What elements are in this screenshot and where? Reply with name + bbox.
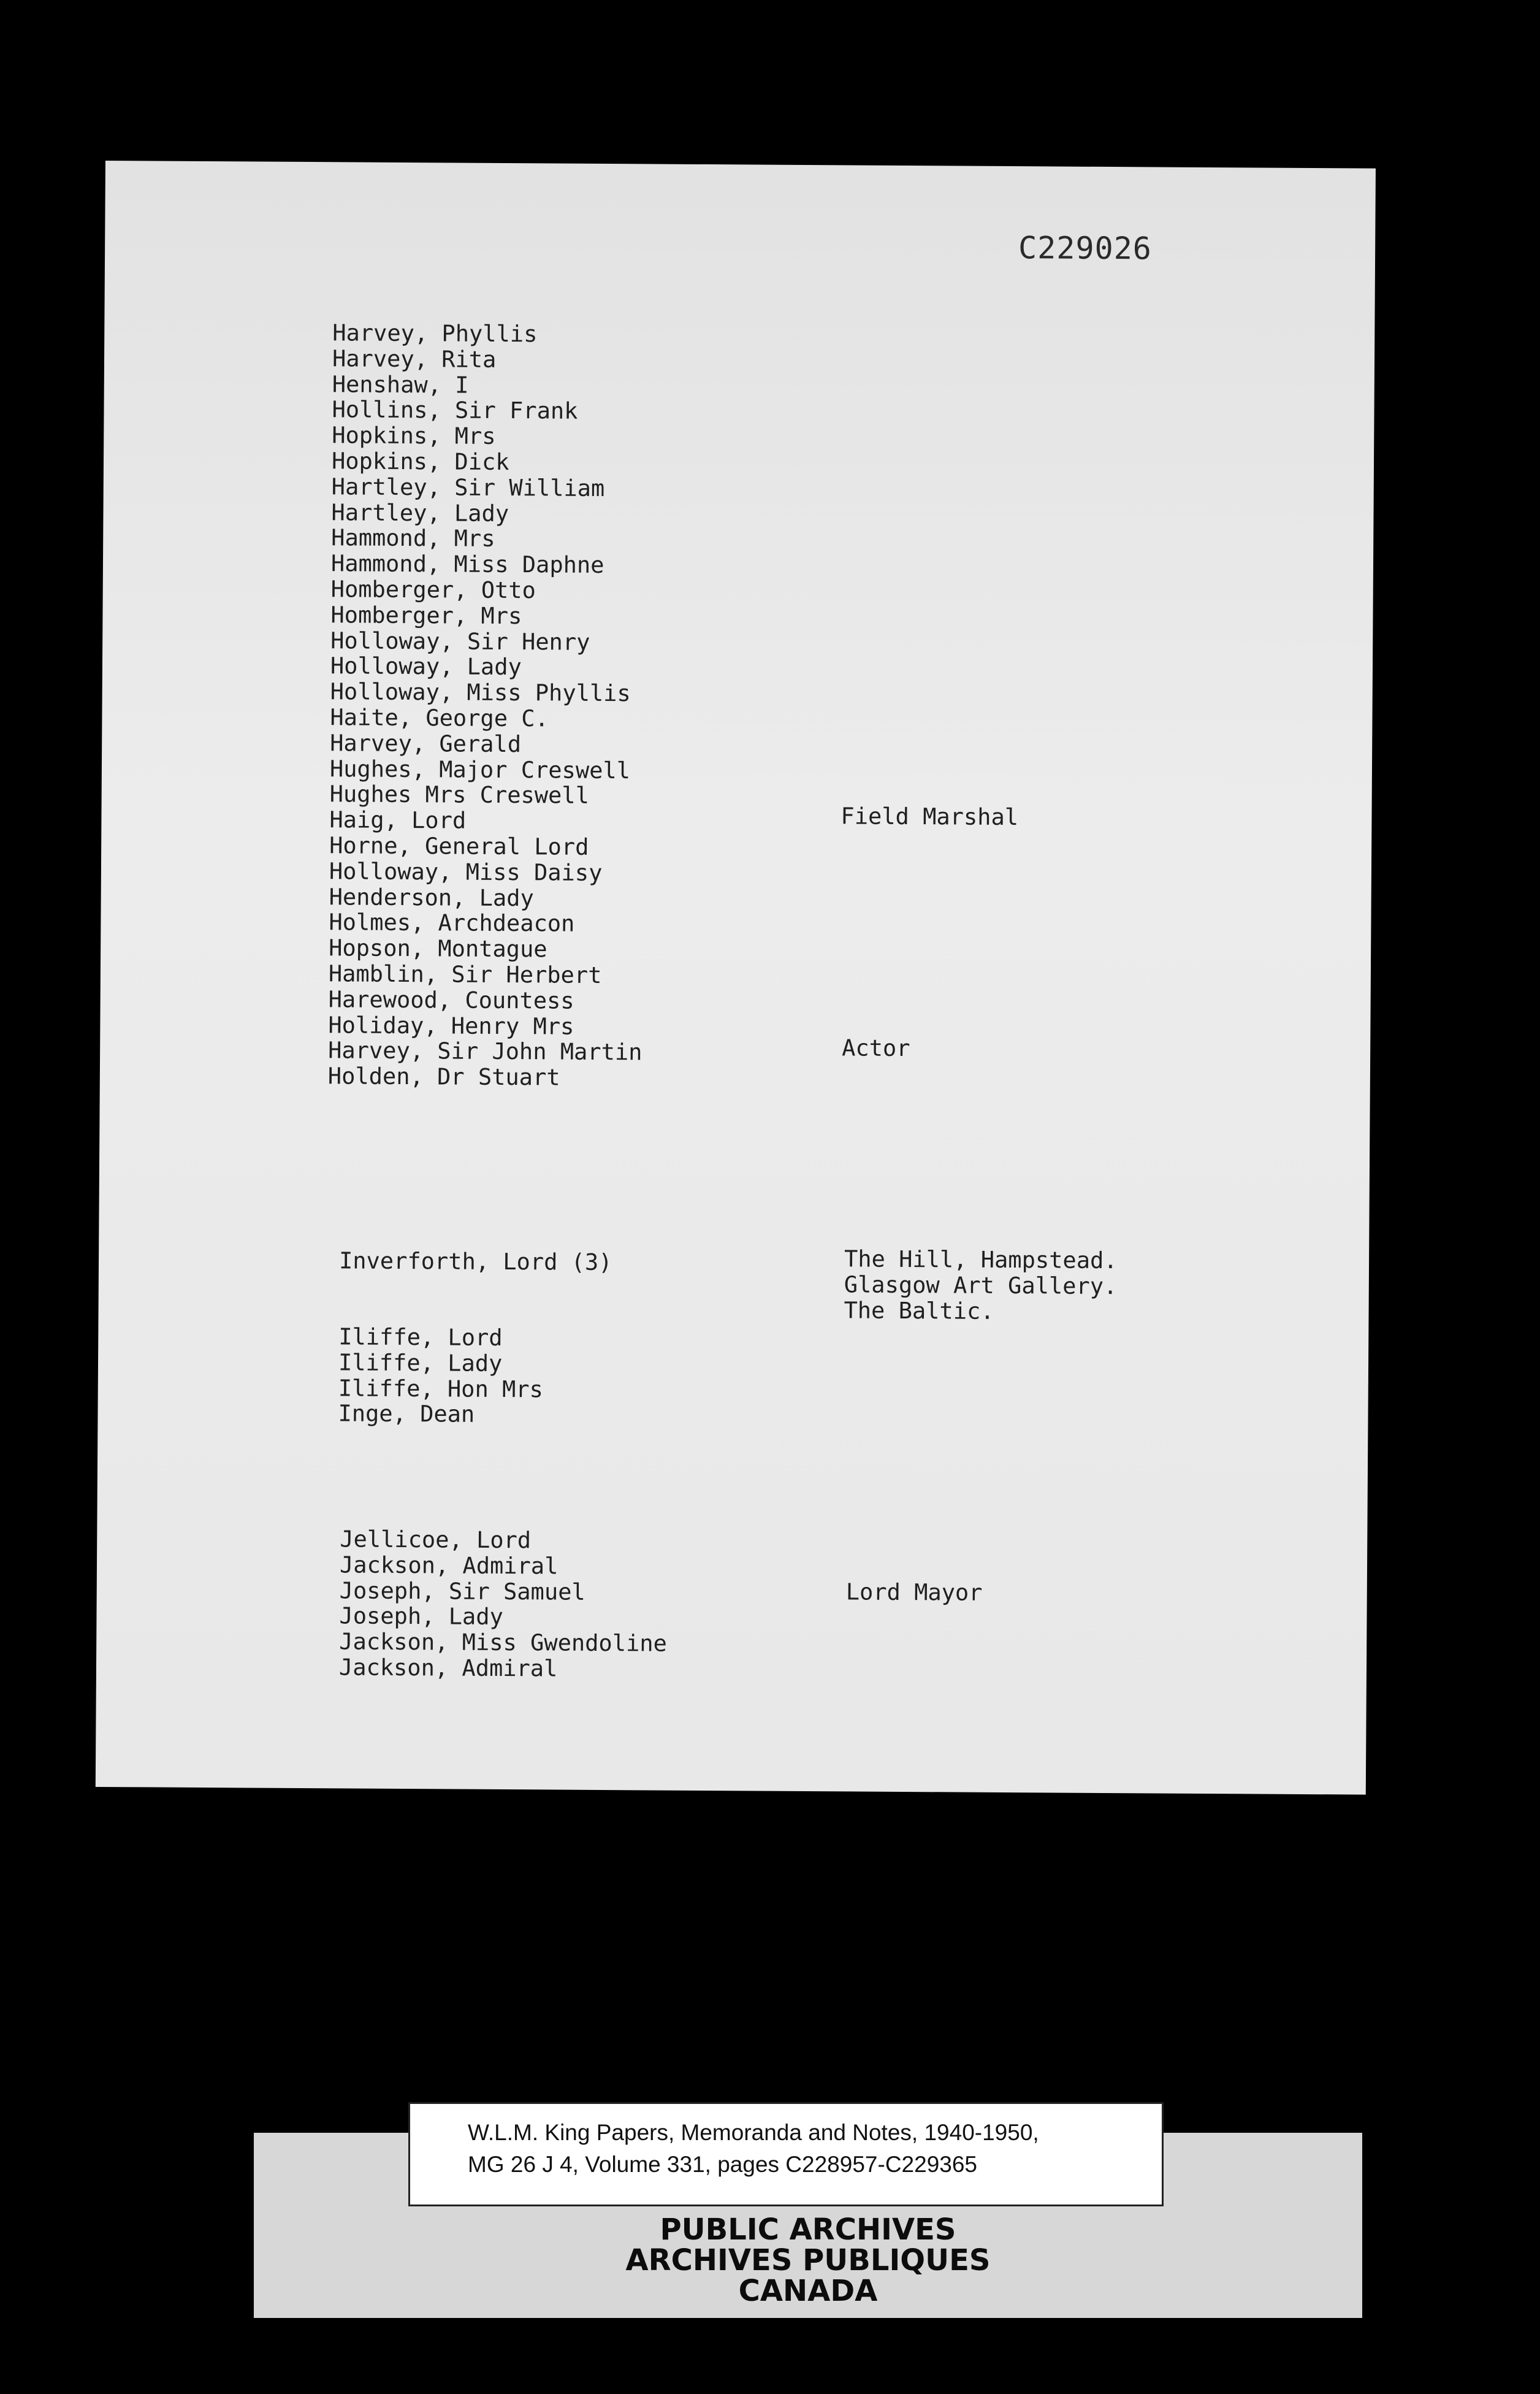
name-entry: Haite, George C.: [330, 704, 549, 732]
name-entry: Hollins, Sir Frank: [332, 396, 578, 425]
stamp-line-2: ARCHIVES PUBLIQUES: [625, 2243, 991, 2277]
name-entry: Holloway, Miss Phyllis: [330, 678, 631, 707]
names-list-i: [338, 1324, 543, 1428]
document-id: C229026: [1018, 230, 1153, 267]
name-entry: Jellicoe, Lord: [340, 1526, 532, 1554]
name-entry: Iliffe, Hon Mrs: [338, 1374, 544, 1402]
name-entry: Horne, General Lord: [329, 832, 589, 860]
note-field-marshal: Field Marshal: [841, 803, 1019, 831]
name-entry: Hammond, Miss Daphne: [330, 550, 604, 579]
name-entry: Hopson, Montague: [329, 935, 547, 963]
name-entry: Homberger, Mrs: [330, 602, 522, 629]
caption-line-1: W.L.M. King Papers, Memoranda and Notes, 1940-1950,: [468, 2120, 1039, 2145]
name-entry: Holloway, Sir Henry: [330, 627, 590, 656]
name-entry: Holiday, Henry Mrs: [328, 1011, 574, 1040]
name-entry: Hammond, Mrs: [331, 524, 495, 553]
inverforth-note-1: The Hill, Hampstead.: [844, 1245, 1118, 1274]
name-entry: Henderson, Lady: [329, 883, 534, 911]
note-actor: Actor: [842, 1034, 910, 1062]
name-entry: Holden, Dr Stuart: [327, 1063, 560, 1091]
name-entry: Homberger, Otto: [330, 576, 536, 604]
name-entry: Hopkins, Dick: [331, 448, 509, 476]
name-entry: Iliffe, Lord: [338, 1323, 503, 1351]
name-entry: Haig, Lord: [329, 806, 467, 834]
stamp-line-1: PUBLIC ARCHIVES: [660, 2212, 956, 2247]
document-page: [96, 161, 1376, 1795]
name-entry: Holloway, Lady: [330, 652, 522, 681]
name-entry: Hughes Mrs Creswell: [329, 781, 590, 809]
name-entry: Hughes, Major Creswell: [329, 755, 631, 784]
name-entry: Inge, Dean: [338, 1400, 475, 1428]
name-entry: Hopkins, Mrs: [332, 422, 496, 450]
caption-line-2: MG 26 J 4, Volume 331, pages C228957-C229365: [468, 2152, 978, 2177]
name-entry: Iliffe, Lady: [338, 1349, 503, 1377]
name-entry: Harvey, Rita: [332, 345, 497, 373]
name-entry: Holmes, Archdeacon: [329, 909, 575, 938]
name-entry: Joseph, Lady: [339, 1602, 503, 1631]
note-lord-mayor: Lord Mayor: [845, 1578, 983, 1606]
names-list-h: [328, 320, 647, 1091]
name-entry: Harewood, Countess: [328, 985, 574, 1014]
inverforth-note-3: The Baltic.: [844, 1297, 994, 1325]
name-entry: Joseph, Sir Samuel: [339, 1577, 585, 1605]
name-entry: Harvey, Gerald: [330, 730, 522, 757]
name-entry: Holloway, Miss Daisy: [329, 857, 603, 886]
inverforth-note-2: Glasgow Art Gallery.: [844, 1271, 1118, 1300]
name-entry: Jackson, Admiral: [338, 1654, 558, 1682]
name-entry: Harvey, Phyllis: [332, 319, 538, 348]
name-entry: Hartley, Lady: [331, 499, 509, 527]
archive-caption-label: [408, 2102, 1164, 2206]
name-entry: Hamblin, Sir Herbert: [328, 960, 602, 989]
name-entry: Henshaw, I: [332, 370, 469, 399]
name-entry: Hartley, Sir William: [331, 473, 605, 502]
stamp-line-3: CANADA: [738, 2274, 878, 2308]
name-entry: Jackson, Miss Gwendoline: [339, 1628, 668, 1657]
inverforth-entry: Inverforth, Lord (3): [338, 1247, 612, 1276]
names-list-j: [339, 1526, 668, 1682]
name-entry: Harvey, Sir John Martin: [328, 1037, 642, 1066]
name-entry: Jackson, Admiral: [339, 1551, 558, 1580]
